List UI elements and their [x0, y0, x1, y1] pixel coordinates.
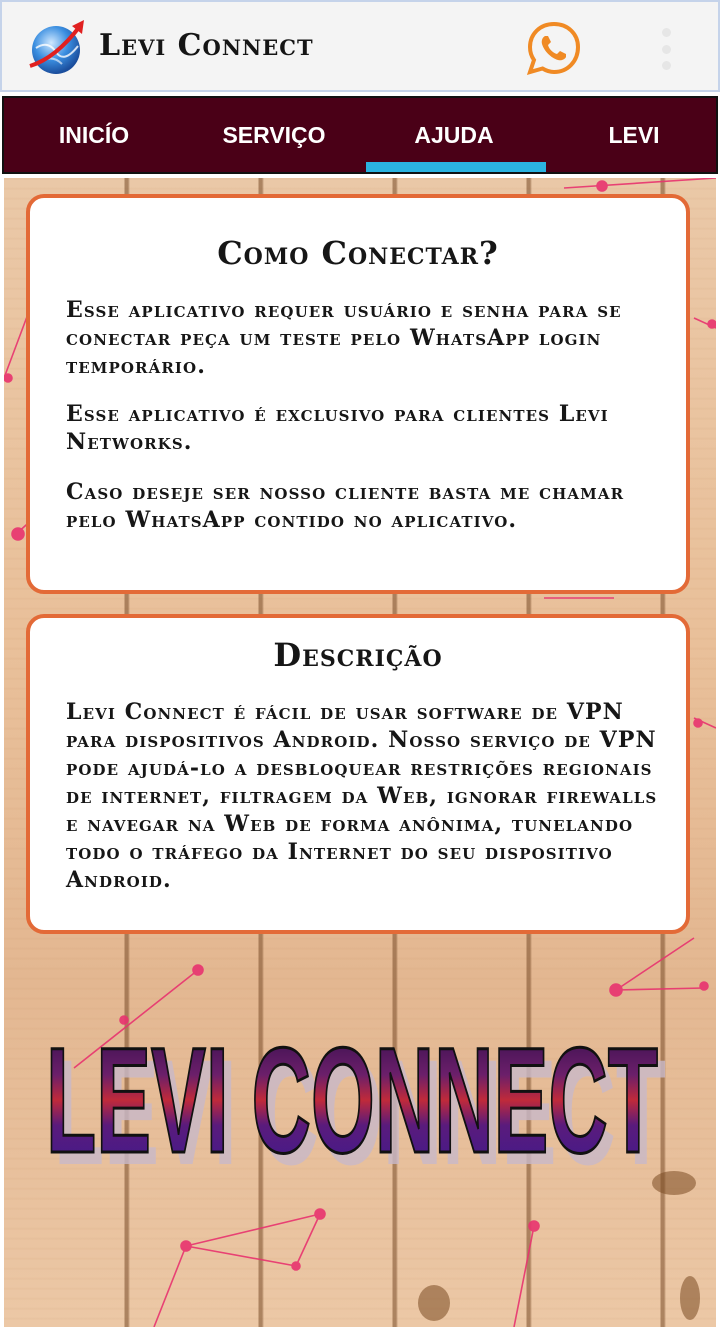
globe-arrow-logo-icon: [26, 18, 88, 76]
how-to-connect-title: Como Conectar?: [217, 234, 499, 272]
levi-connect-banner: [44, 1018, 684, 1188]
how-to-connect-card: [26, 194, 690, 594]
tab-selected-indicator: [366, 162, 546, 172]
description-card: [26, 614, 690, 934]
description-title: Descrição: [273, 636, 443, 674]
app-bar: [0, 0, 720, 92]
svg-text:LEVI CONNECT: LEVI CONNECT: [54, 1028, 666, 1188]
svg-text:LEVI CONNECT: LEVI CONNECT: [46, 1018, 658, 1184]
description-paragraph: Levi Connect é fácil de usar software de VPN para dispositivos Android. Nosso serviço de VPN pode ajudá-lo a desbloquear restrições regionais de internet, filtragem da Web, ignorar firewalls e navegar na Web de forma anônima, tunelando todo o tráfego da Internet do seu dispositivo Android.: [66, 699, 658, 893]
help-content[interactable]: [4, 178, 716, 1327]
how-to-connect-paragraph-2: Esse aplicativo é exclusivo para clientes Levi Networks.: [66, 401, 609, 455]
whatsapp-icon[interactable]: [524, 18, 584, 78]
tab-levi[interactable]: LEVI: [608, 121, 660, 148]
how-to-connect-paragraph-1: Esse aplicativo requer usuário e senha para se conectar peça um teste pelo WhatsApp login temporário.: [66, 297, 622, 379]
how-to-connect-paragraph-3: Caso deseje ser nosso cliente basta me chamar pelo WhatsApp contido no aplicativo.: [66, 479, 625, 533]
tab-bar: [2, 96, 718, 174]
tab-inicio[interactable]: INICÍO: [58, 121, 130, 148]
overflow-menu-icon[interactable]: [656, 28, 676, 70]
app-title: Levi Connect: [99, 28, 314, 63]
tab-ajuda[interactable]: AJUDA: [414, 121, 494, 148]
tab-servico[interactable]: SERVIÇO: [222, 121, 326, 148]
